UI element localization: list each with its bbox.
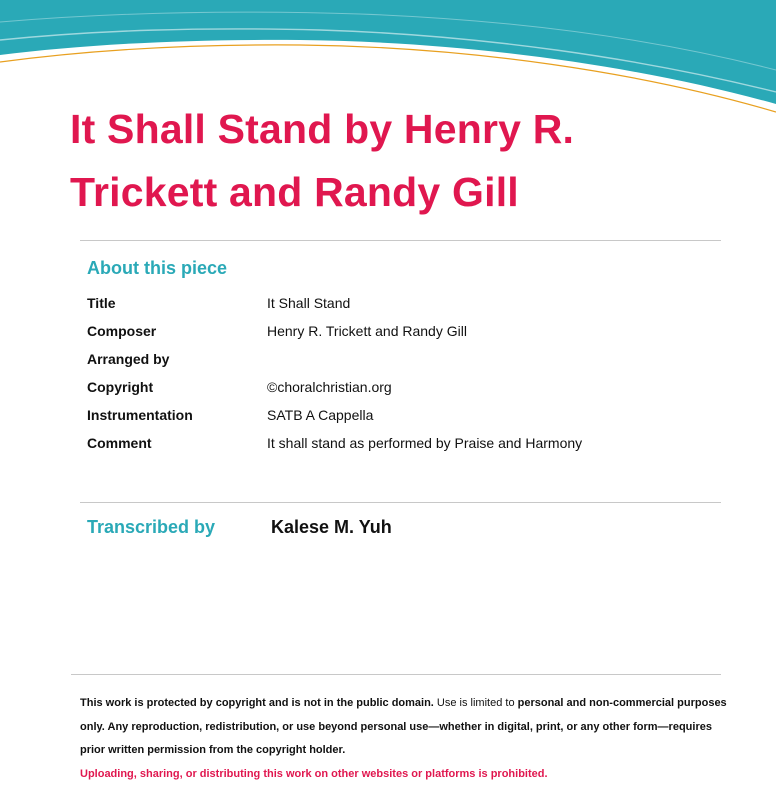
info-label: Composer [87, 323, 157, 339]
piece-info-table [87, 289, 582, 457]
info-value: It Shall Stand [267, 295, 351, 311]
info-value: SATB A Cappella [267, 407, 374, 423]
transcribed-by-label: Transcribed by [87, 517, 216, 537]
info-label: Instrumentation [87, 407, 193, 423]
info-value: Henry R. Trickett and Randy Gill [267, 323, 467, 339]
info-value [267, 345, 582, 373]
info-value: It shall stand as performed by Praise and Harmony [267, 435, 583, 451]
info-label: Title [87, 295, 116, 311]
legal-warning-text: Uploading, sharing, or distributing this work on other websites or platforms is prohibited. [80, 767, 548, 780]
divider-bottom [71, 674, 721, 675]
info-row-instrumentation [87, 401, 582, 429]
legal-limited-text: Use is limited to [433, 697, 518, 709]
info-row-copyright [87, 373, 582, 401]
info-value: ©choralchristian.org [267, 379, 392, 395]
legal-protected-text: This work is protected by copyright and is not in the public domain. [80, 697, 434, 709]
transcriber-name: Kalese M. Yuh [271, 517, 392, 537]
info-row-comment [87, 429, 582, 457]
info-label: Comment [87, 435, 152, 451]
info-row-title [87, 289, 582, 317]
about-heading: About this piece [87, 258, 228, 278]
divider-top [80, 240, 721, 241]
info-label: Copyright [87, 379, 154, 395]
info-row-composer [87, 317, 582, 345]
document-title: It Shall Stand by Henry R. Trickett and Randy Gill [70, 106, 575, 215]
copyright-notice [80, 692, 730, 786]
info-row-arranged-by [87, 345, 582, 373]
divider-middle [80, 502, 721, 503]
legal-usage-text: personal and non-commercial purposes only. Any reproduction, redistribution, or use beyond personal use—whether in digital, print, or any other form—requires prior written permission from the copyright holder. [80, 697, 727, 756]
info-label: Arranged by [87, 351, 170, 367]
